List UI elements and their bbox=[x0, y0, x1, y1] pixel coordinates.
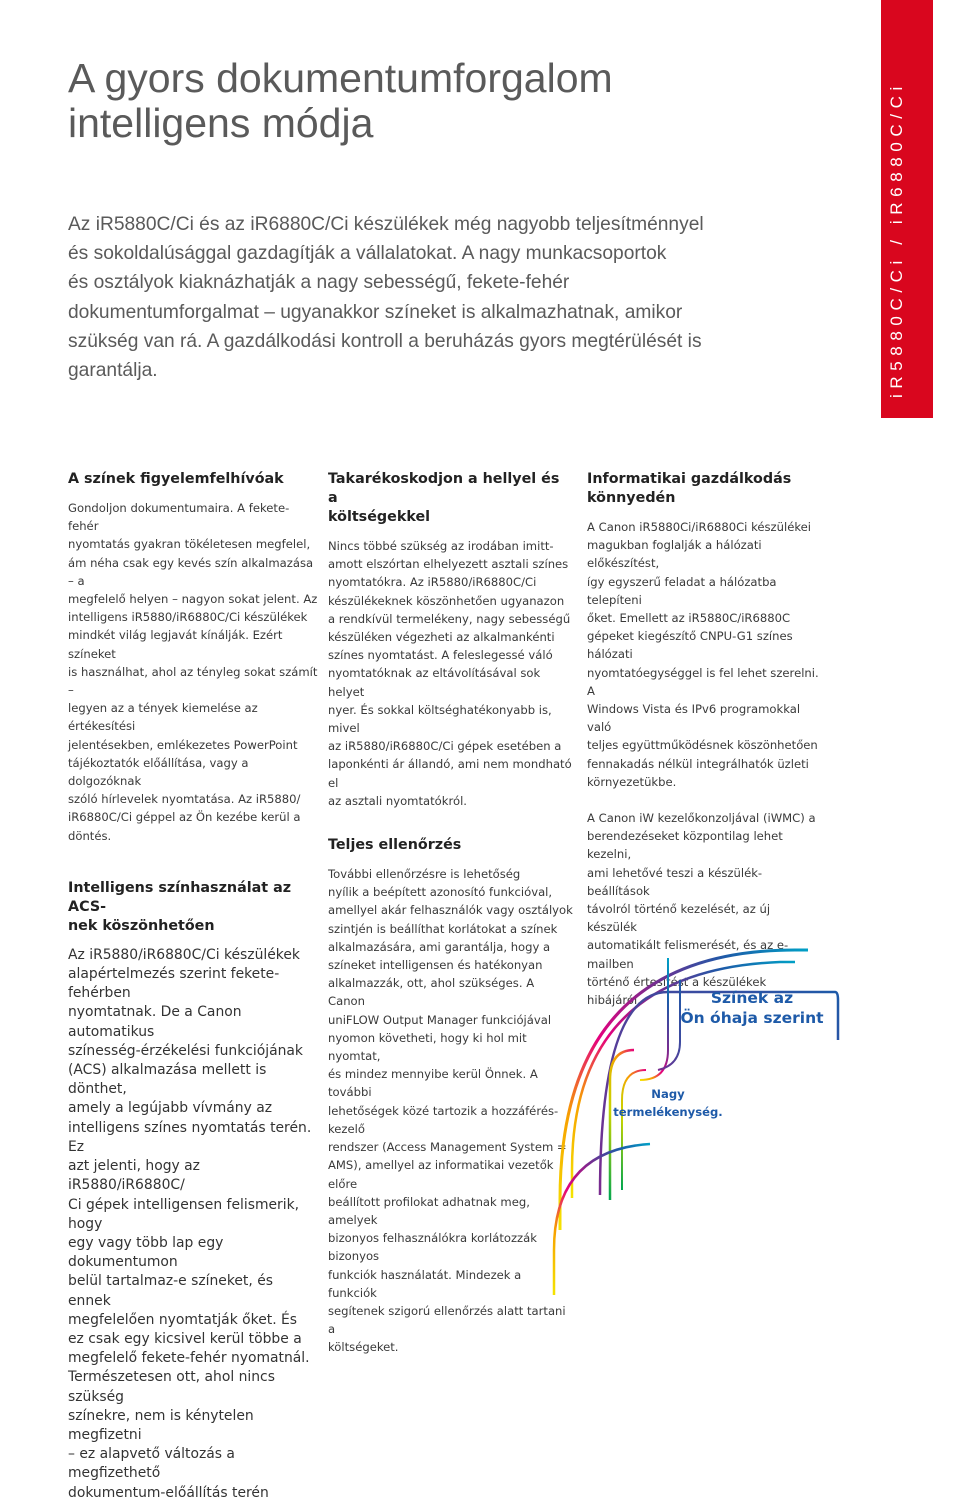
section-heading-full-control: Teljes ellenőrzés bbox=[328, 837, 462, 854]
intro-paragraph: Az iR5880C/Ci és az iR6880C/Ci készülékek még nagyobb teljesítménnyel és sokoldalúsággal gazdagítják a vállalatokat. A nagy munkacsoportok és osztályok kiaknázhatják a nagy sebességű, fekete-fehér dokumentumforgalmat – ugyanakkor színeket is alkalmazhatnak, amikor szükség van rá. A gazdálkodási kontroll a beruházás gyors megtérülését is garantálja. bbox=[68, 214, 704, 382]
section-body-iwmc: A Canon iW kezelőkonzoljával (iWMC) a berendezéseket központilag lehet kezelni, ami lehetővé teszi a készülék-beállítások távolról történő kezelését, az új készülék automatikált felismerését, és az e-mailben történő értesítést a készülékek hibájáról. bbox=[587, 811, 816, 1008]
model-sidebar-label: iR5880C/Ci / iR6880C/Ci bbox=[887, 81, 906, 398]
section-heading-intelligent-color: Intelligens színhasználat az ACS- nek köszönhetően bbox=[68, 879, 292, 934]
graphic-title: Színek az Ön óhaja szerint bbox=[680, 989, 824, 1027]
graphic-subtitle: Nagy termelékenység. bbox=[613, 1087, 723, 1119]
page-title: A gyors dokumentumforgalom intelligens módja bbox=[68, 55, 613, 146]
section-heading-colors-attention: A színek figyelemfelhívóak bbox=[68, 471, 284, 487]
gradient-ring-4 bbox=[640, 958, 668, 1080]
section-body-full-control: További ellenőrzésre is lehetőség nyílik a beépített azonosító funkcióval, amellyel akár felhasználók vagy osztályok szintjén is beállíthat korlátokat a színek alkalmazására, ami garantálja, hogy a színeket intelligensen és hatékonyan alkalmazzák, ott, ahol szükséges. A Canon uniFLOW Output Manager funkciójával nyomon követheti, hogy ki hol mit nyomtat, és mindez mennyibe kerül Önnek. A további lehetőségek közé tartozik a hozzáférés-kezelő rendszer (Access Management System = AMS), amellyel az informatikai vezetők előre beállított profilokat adhatnak meg, amelyek bizonyos felhasználókra korlátozzák bizonyos funkciók használatát. Mindezek a funkciók segítenek szigorú ellenőrzés alatt tartani a költségeket. bbox=[328, 867, 573, 1355]
section-body-colors-attention: Gondoljon dokumentumaira. A fekete-fehér nyomtatás gyakran tökéletesen megfelel, ám néha csak egy kevés szín alkalmazása – a megfelelő helyen – nagyon sokat jelent. Az intelligens iR5880/iR6880C/Ci készülékek mindkét világ legjavát kínálják. Ezért színeket is használhat, ahol az tényleg sokat számít – legyen az a tények kiemelése az értékesítési jelentésekben, emlékezetes PowerPoint tájékoztatók előállítása, vagy a dolgozóknak szóló hírlevelek nyomtatása. Az iR5880/ iR6880C/Ci géppel az Ön kezébe kerül a döntés. bbox=[68, 501, 318, 843]
section-heading-save-space: Takarékoskodjon a hellyel és a költségekkel bbox=[328, 471, 560, 525]
section-heading-it-management: Informatikai gazdálkodás könnyedén bbox=[587, 471, 792, 506]
model-sidebar-band bbox=[881, 0, 933, 418]
column-right bbox=[587, 470, 822, 1009]
section-body-intelligent-color: Az iR5880/iR6880C/Ci készülékek alapértelmezés szerint fekete-fehérben nyomtatnak. De a Canon automatikus színesség-érzékelési funkciójának (ACS) alkalmazása mellett is dönthet, amely a legújabb vívmány az intelligens színes nyomtatás terén. Ez azt jelenti, hogy az iR5880/iR6880C/ Ci gépek intelligensen felismerik, hogy egy vagy több lap egy dokumentumon belül tartalmaz-e színeket, és ennek megfelelően nyomtatják őket. És ez csak egy kicsivel kerül többe a megfelelő fekete-fehér nyomatnál. Természetesen ott, ahol nincs szükség színekre, nem is kénytelen megfizetni – ez alapvető változás a megfizethető dokumentum-előállítás terén bbox=[68, 946, 312, 1501]
column-left bbox=[68, 470, 318, 1503]
column-middle bbox=[328, 470, 573, 1357]
section-body-it-management: A Canon iR5880Ci/iR6880Ci készülékei magukban foglalják a hálózati előkészítést, így egyszerű feladat a hálózatba telepíteni őket. Emellett az iR5880C/iR6880C gépeket kiegészítő CNPU-G1 színes hálózati nyomtatóegységgel is fel lehet szerelni. A Windows Vista és IPv6 programokkal való teljes együttműködésnek köszönhetően fennakadás nélkül integrálhatók üzleti környezetükbe. bbox=[587, 520, 819, 789]
section-body-save-space: Nincs többé szükség az irodában imitt- amott elszórtan elhelyezett asztali színes nyomtatókra. Az iR5880/iR6880C/Ci készülékeknek köszönhetően ugyanazon a rendkívül termelékeny, nagy sebességű készüléken végezheti az alkalmankénti színes nyomtatást. A feleslegessé váló nyomtatóknak az eltávolításával sok helyet nyer. És sokkal költséghatékonyabb is, mivel az iR5880/iR6880C/Ci gépek esetében a laponkénti ár állandó, ami nem mondható el az asztali nyomtatókról. bbox=[328, 539, 572, 808]
gradient-ring-inner bbox=[554, 1144, 650, 1295]
